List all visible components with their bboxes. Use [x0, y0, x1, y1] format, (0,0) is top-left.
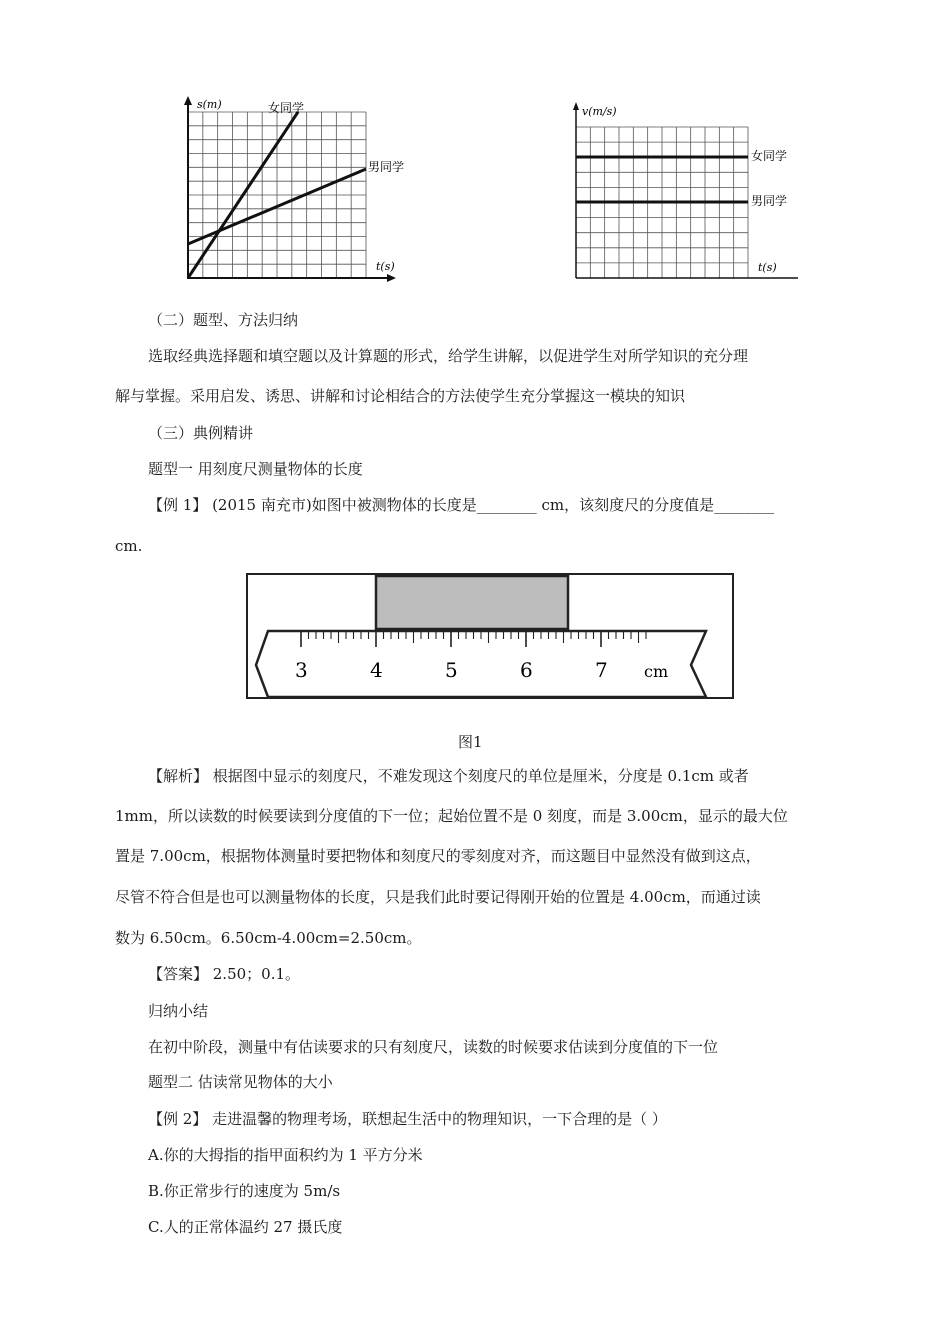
st-graph	[170, 92, 405, 288]
analysis-line1: 【解析】 根据图中显示的刻度尺，不难发现这个刻度尺的单位是厘米，分度是 0.1cm 或者	[148, 767, 749, 785]
figure1-caption: 图1	[458, 733, 483, 751]
type2-title: 题型二 估读常见物体的大小	[148, 1073, 333, 1091]
vt-male-label: 男同学	[751, 194, 788, 208]
section2-paragraph-line1: 选取经典选择题和填空题以及计算题的形式，给学生讲解，以促进学生对所学知识的充分理	[148, 347, 749, 365]
analysis-line5: 数为 6.50cm。6.50cm-4.00cm=2.50cm。	[115, 929, 422, 947]
example1-line1: 【例 1】 (2015 南充市)如图中被测物体的长度是________ cm，该刻度尺的分度值是________	[148, 496, 775, 514]
example2-question: 【例 2】 走进温馨的物理考场，联想起生活中的物理知识，一下合理的是（ ）	[148, 1110, 667, 1128]
ruler-number: 3	[295, 658, 308, 682]
st-male-label: 男同学	[368, 160, 405, 174]
measured-object	[376, 576, 568, 629]
ruler-unit: cm	[644, 662, 669, 681]
ruler-number: 5	[445, 658, 458, 682]
vt-x-label: t(s)	[758, 261, 777, 274]
vt-female-label: 女同学	[751, 149, 788, 163]
summary-text: 在初中阶段，测量中有估读要求的只有刻度尺，读数的时候要求估读到分度值的下一位	[148, 1038, 719, 1056]
vt-y-label: v(m/s)	[582, 105, 617, 118]
option-c: C.人的正常体温约 27 摄氏度	[148, 1218, 343, 1236]
section3-title: （三）典例精讲	[148, 424, 254, 442]
type1-title: 题型一 用刻度尺测量物体的长度	[148, 460, 363, 478]
st-y-arrow	[184, 96, 192, 105]
analysis-line3: 置是 7.00cm，根据物体测量时要把物体和刻度尺的零刻度对齐，而这题目中显然没有做到这点，	[115, 847, 761, 865]
ruler-number: 6	[520, 658, 533, 682]
ruler-number: 7	[595, 658, 608, 682]
vt-y-arrow	[573, 102, 579, 110]
st-x-arrow	[387, 274, 396, 282]
st-y-label: s(m)	[197, 98, 222, 111]
section2-paragraph-line2: 解与掌握。采用启发、诱思、讲解和讨论相结合的方法使学生充分掌握这一模块的知识	[115, 387, 686, 405]
summary-title: 归纳小结	[148, 1002, 209, 1020]
st-female-label: 女同学	[268, 101, 305, 115]
vt-graph	[562, 100, 808, 284]
ruler-figure	[246, 573, 736, 701]
option-b: B.你正常步行的速度为 5m/s	[148, 1182, 341, 1200]
example1-line2: cm.	[115, 537, 143, 555]
ruler-number: 4	[370, 658, 383, 682]
st-grid	[188, 112, 366, 278]
analysis-line2: 1mm，所以读数的时候要读到分度值的下一位；起始位置不是 0 刻度，而是 3.00cm，显示的最大位	[115, 807, 788, 825]
option-a: A.你的大拇指的指甲面积约为 1 平方分米	[148, 1146, 423, 1164]
analysis-line4: 尽管不符合但是也可以测量物体的长度，只是我们此时要记得刚开始的位置是 4.00cm，而通过读	[115, 888, 761, 906]
section2-title: （二）题型、方法归纳	[148, 311, 299, 329]
answer: 【答案】 2.50；0.1。	[148, 965, 301, 983]
st-x-label: t(s)	[376, 260, 395, 273]
